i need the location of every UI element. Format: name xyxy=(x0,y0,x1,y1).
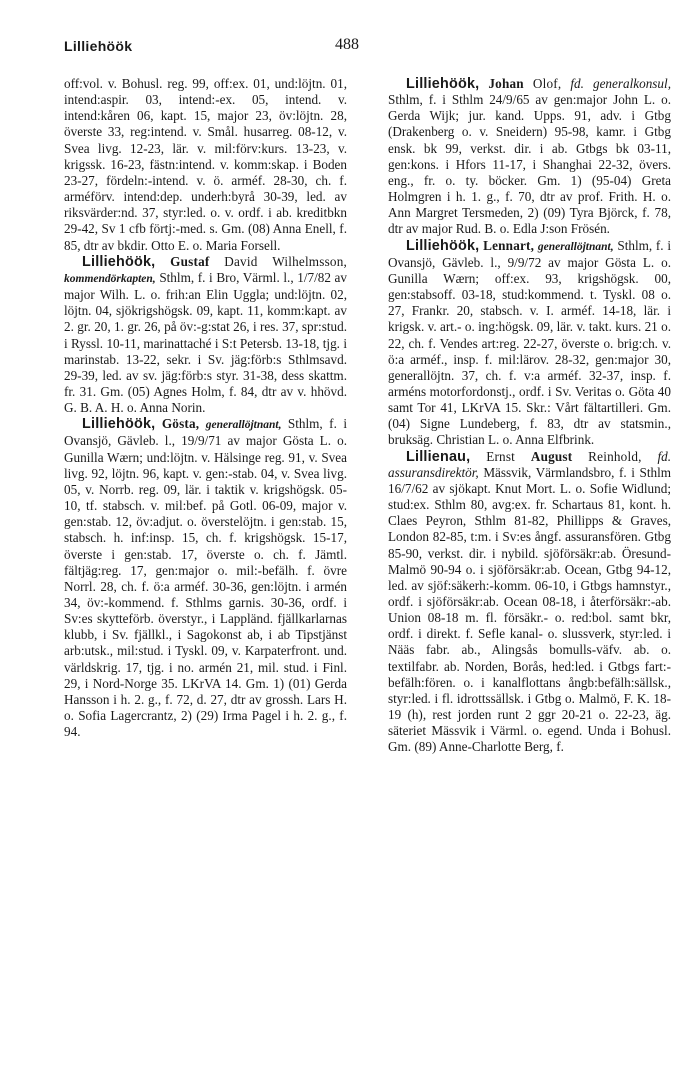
entry-surname: Lilliehöök, xyxy=(406,76,480,92)
running-name: Lilliehöök xyxy=(64,38,133,54)
entry-title: generallöjtnant, xyxy=(537,240,614,253)
entry-surname: Lilliehöök, xyxy=(406,237,480,254)
entry-title: fd. generalkonsul, xyxy=(570,76,671,91)
entry-title: generallöjtnant, xyxy=(205,419,282,432)
entry-text: Sthlm, f. i Ovansjö, Gävleb. l., 19/9/71 av major Gösta L. o. Gunilla Wærn; und:löjtn. v. Hälsinge reg. 91, v. Svea livg. 92, löjtn. 96, kapt. v. gen:-stab. 04, v. Svea livg. 05, v. Norrb. reg. 09, lär. i taktik v. krigshögsk. 05-10, tf. stabsch. v. mil:bef. på Gotl. 06-09, major v. gen:stab. 12, öv:adjut. o. överstelöjtn. i gen:stab. 15, stabsch. h. inf:insp. 15, ch. f. krigshögsk. 15-17, överste i gen:stab. 17, överste o. ch. f. Jämtl. fältjäg:reg. 17, gen:major o. mil:-befälh. f. övre Norrl. 28, ch. f. ö:a arméf. 30-36, gen:löjtn. i armén 34, öv:-kommend. f. Sthlms garnis. 30-36, ordf. i Sv:es skytteförb. överstyr., i Lappländ. fjällkarlarnas klubb, i Sv. fjällkl., i Sagokonst ab, i ab Tipstjänst arb:utsk., mil:stud. i Tyskl. 09, v. Karpaterfront. und. världskrig. 17, tjg. i no. armén 21, mil. stud. i Finl. 29, i Nord-Norge 35. LKrVA 14. Gm. 1) (01) Gerda Hansson i h. 2. g., f. 72, d. 27, dtr av grossh. Lars H. o. Sofia Lagercrantz, 2) (29) Irma Pagel i h. 2. g., f. 94. xyxy=(64,416,347,740)
entry-lillienau xyxy=(388,449,671,756)
entry-given-rest: Olof, xyxy=(532,76,562,91)
entry-surname: Lilliehöök, xyxy=(82,253,156,270)
entry-continuation xyxy=(64,76,347,254)
right-column xyxy=(388,76,671,756)
entry-given-rest: David Wilhelmsson, xyxy=(224,253,348,269)
entry-given-name: Gösta, xyxy=(161,416,200,432)
entry-given-name: August xyxy=(530,448,573,464)
entry-text: Sthlm, f. i Sthlm 24/9/65 av gen:major John L. o. Gerda Wijk; jur. kand. Upps. 91, adv. i Gtbg (Drakenberg o. v. Sneidern) 95-98, kamr. i Gtbg ensk. bk 99, verkst. dir. i ab. Gtbgs bk 03-11, gen:kons. i Hfors 11-17, i Shanghai 22-32, övers. eng., fr. o. ty. böcker. Gm. 1) (95-04) Greta Holmgren i h. 1. g., f. 70, dtr av prof. Frith. H. o. Ann Margret Tersmeden, 2) (09) Tyra Björck, f. 78, dtr av major Rud. B. o. Edla J:son Frösén. xyxy=(388,92,671,237)
entry-text: Sthlm, f. i Bro, Värml. l., 1/7/82 av major Wilh. L. o. frih:an Elin Uggla; und:löjtn. 02, löjtn. 04, sjökrigshögsk. 09, kapt. 11, komm:kapt. av 2. gr. 20, 1. gr. 26, på öv:-g:stat 26, i res. 37, spr:stud. i Ryssl. 10-11, marinattaché i S:t Petersb. 13-18, tjg. i marinstab. 13-22, sekr. i Sv. jäg:förb:s Sthlmsavd. 29-39, led. av sv. jäg:förb:s styr. 31-38, dess skattm. fr. 31. Gm. (05) Agnes Holm, f. 84, dtr av v. hhövd. G. B. A. H. o. Anna Norin. xyxy=(64,269,348,416)
entry-text: Mässvik, Värmlandsbro, f. i Sthlm 16/7/62 av sjökapt. Knut Mort. L. o. Sofie Widlund; stud:ex. Sthlm 80, avg:ex. fr. Schartaus 81, kont. h. Claes Peyron, Sthlm 81-82, Phillipps & Graves, London 82-85, t:m. i Sv:es ångf. assuransfören. Gtbg 85-90, verkst. dir. i nybild. sjöförsäkr:ab. Öresund-Malmö 90-94 o. i sjöförsäkr:ab. Ocean, Gtbg 94-12, led. av sjöf:säkerh:-komm. 06-10, i Gtbgs hamnstyr., ordf. i sjöförsäkr:ab. Ocean 08-18, i återförsäkr:-ab. Union 08-18 m. fl. försäkr.- o. red:bol. samt bkr, ordf. i direkt. f. Sefle kanal- o. slussverk, styr:led. i Nääs fabr. ab., Alingsås bomulls-väfv. ab. o. textilfabr. ab. Norden, Borås, hed:led. i Gtbgs fart:-befälh:fören. o. i kanalflottans ångb:befälh:sällsk., styr:led. i fl. idrottssällsk. i Gtbg o. Malmö, F. K. 18-19 (h), rest jorden runt 2 ggr 20-21 o. 22-23, äg. säteriet Mässvik i Värml. o. egend. Unda i Bohusl. Gm. (89) Anne-Charlotte Berg, f. xyxy=(388,464,672,755)
entry-given-rest: Ernst xyxy=(486,448,516,464)
entry-johan xyxy=(388,76,671,238)
entry-given-rest: Reinhold, xyxy=(588,448,642,464)
entry-given-name: Johan xyxy=(488,76,524,91)
entry-given-name: Gustaf xyxy=(170,253,210,269)
entry-surname: Lilliehöök, xyxy=(82,416,156,433)
entry-surname: Lillienau, xyxy=(406,448,471,465)
entry-text: off:vol. v. Bohusl. reg. 99, off:ex. 01, und:löjtn. 01, intend:aspir. 03, intend:-ex. 05, intend. v. intend:kåren 06, kapt. 15, major 23, öv:löjtn. 28, överste 33, reg:intend. v. Smål. husarreg. 08-12, v. Svea livg. 12-23, lär. v. mil:förv:kurs. 13-23, v. krigssk. 16-23, fästn:intend. v. komm:skap. i Boden 23-27, fördeln:-intend. v. ö. arméf. 28-30, ch. f. arméförv. intend:dep. underh:byrå 30-39, led. av riksvärder:nd. 37, styr:led. o. v. ordf. i ab. kreditbkn 29-42, Sv 1 cfb förtj:-med. s. Gm. (08) Anna Enell, f. 85, dtr av bkdir. Otto E. o. Maria Forsell. xyxy=(64,76,347,253)
entry-gustaf xyxy=(64,254,347,417)
running-header xyxy=(64,38,654,62)
entry-title: kommendörkapten, xyxy=(64,272,156,285)
entry-text: Sthlm, f. i Ovansjö, Gävleb. l., 9/9/72 av major Gösta L. o. Gunilla Wærn; off:ex. 93, krigshögsk. 00, gen:stabsoff. 03-18, stud:kommend. t. Tyskl. 08 o. 27, Frankr. 20, stabsch. v. I. arméf. 14-18, lär. i krigsk. v. art.- o. ing:högsk. 09, lär. v. takt. kurs. 21 o. 22, ch. f. Vendes art:reg. 22-27, överste o. brig:ch. v. ö:a arméf., insp. f. mil:lärov. 28-32, gen:major 30, generallöjtn. 37, ch. f. v:a arméf. 32-37, insp. f. arméns motorfordonstj., ordf. i Sv. Veritas o. Göta 40 samt Tor 41, LKrVA 15. Skr.: Vårt fältartilleri. Gm. (04) Signe Lundeberg, f. 83, dtr av statsmin., bruksäg. Christian L. o. Anna Elfbrink. xyxy=(388,237,671,448)
entry-gosta xyxy=(64,416,347,740)
page-number: 488 xyxy=(335,36,359,53)
entry-lennart xyxy=(388,238,671,449)
entry-given-name: Lennart, xyxy=(483,237,535,253)
left-column xyxy=(64,76,347,740)
entry-title: fd. assuransdirektör, xyxy=(388,448,671,480)
